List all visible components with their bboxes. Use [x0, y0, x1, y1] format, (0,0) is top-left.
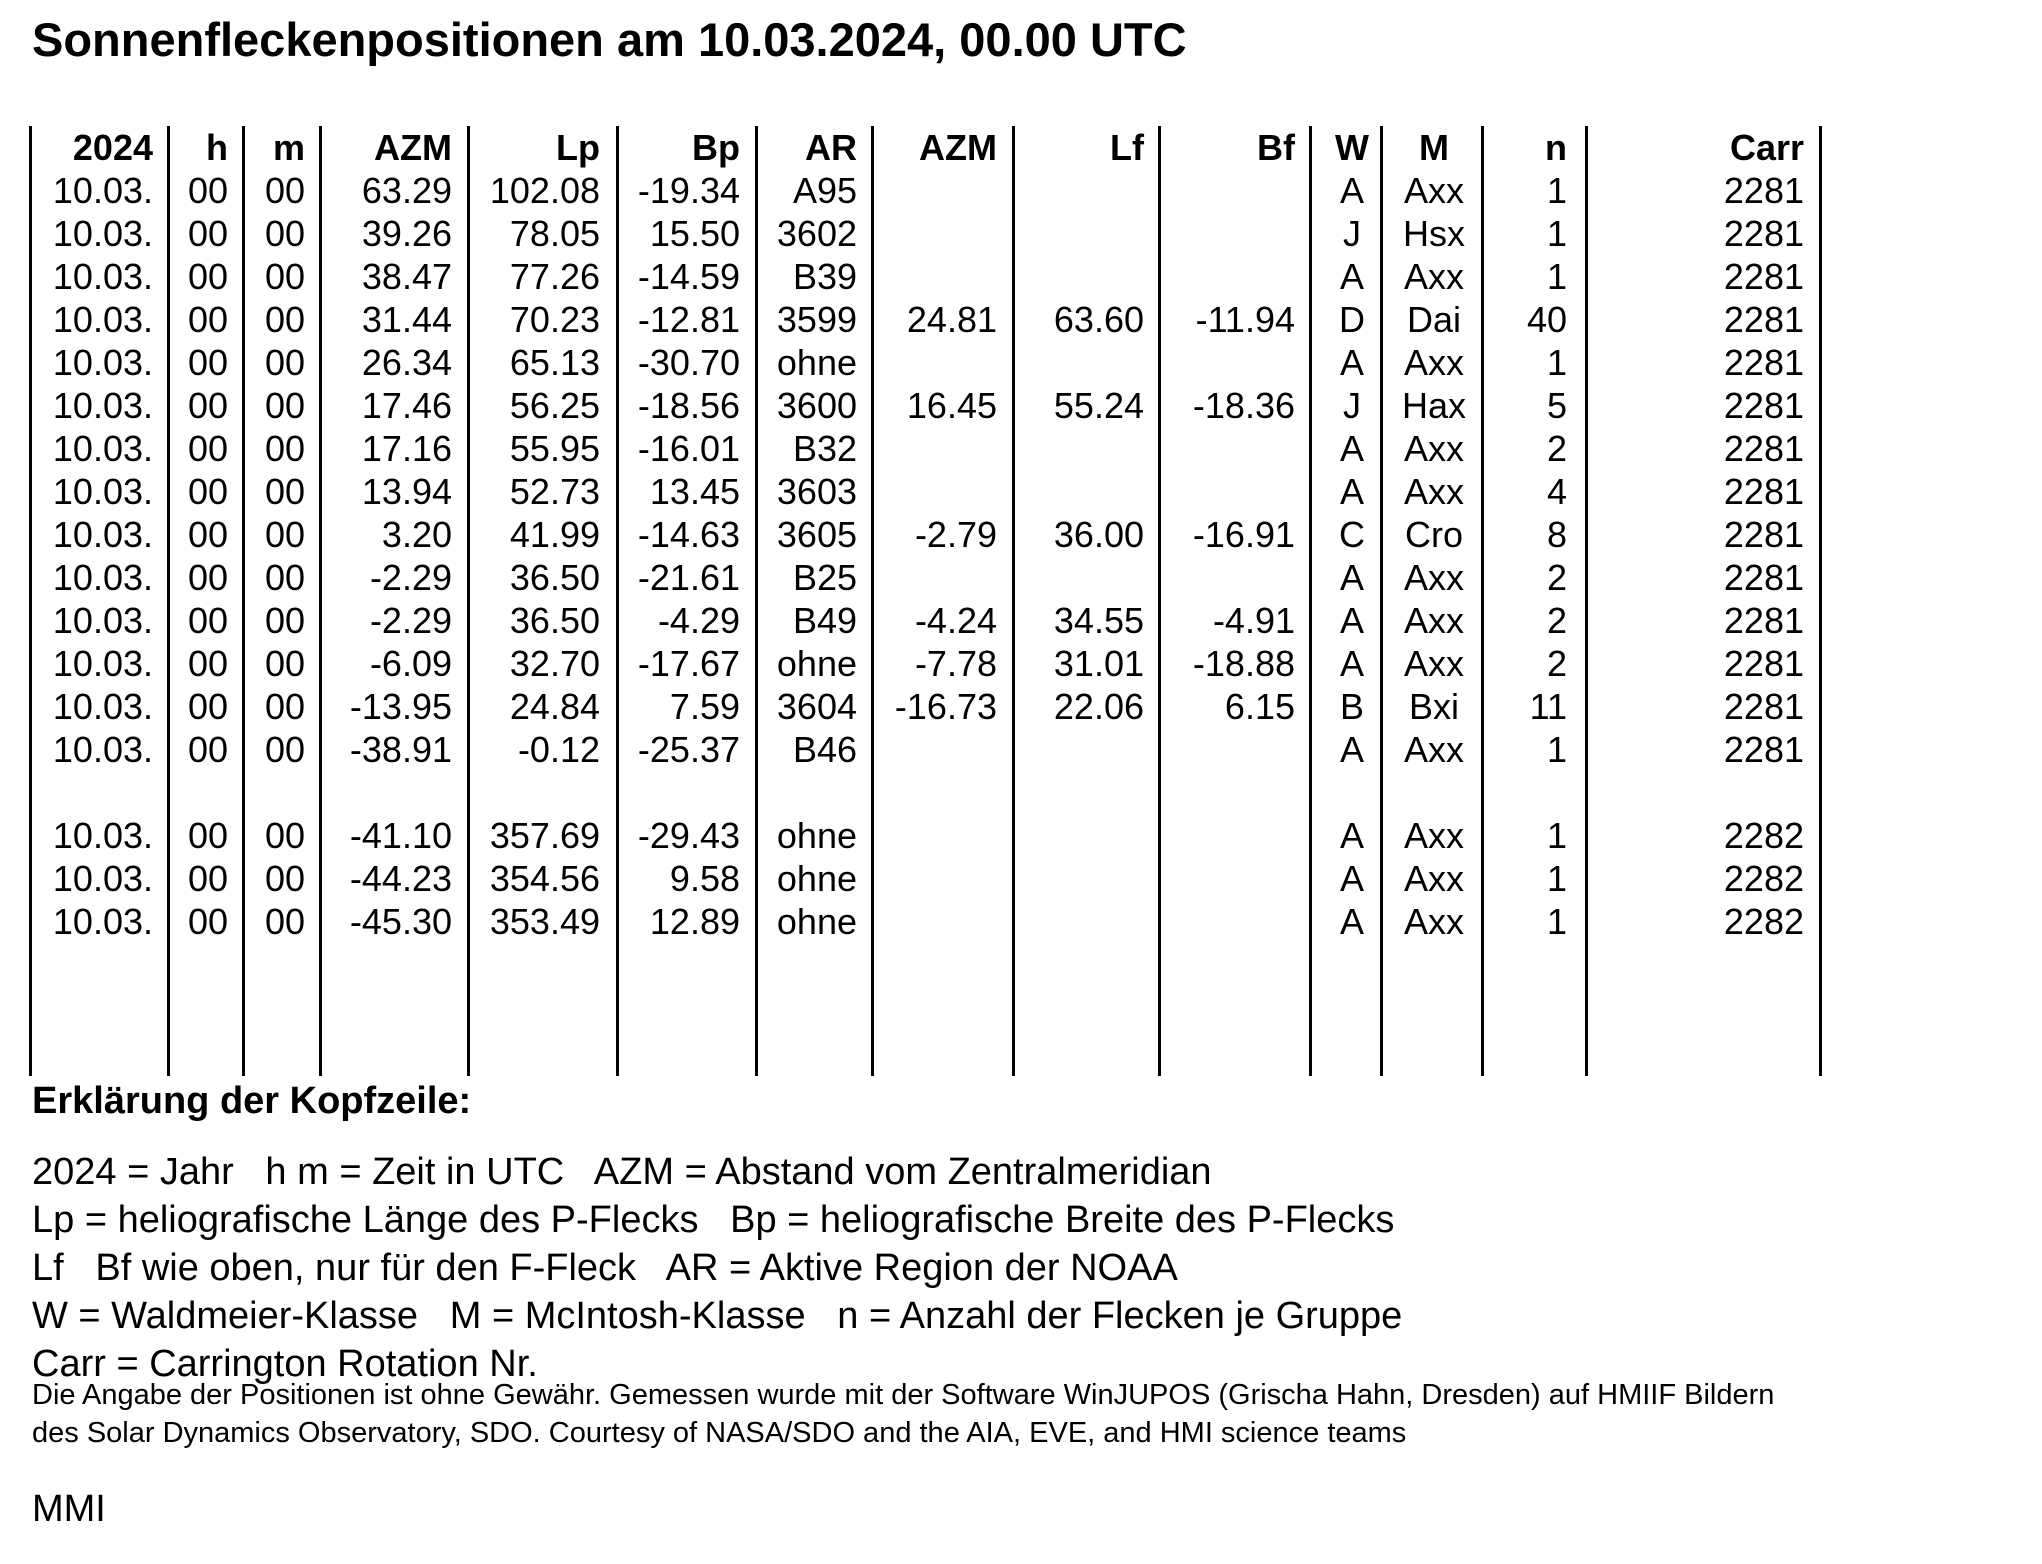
- table-cell-count: 2: [1546, 557, 1567, 598]
- table-cell-carrington: 2281: [1723, 643, 1804, 684]
- table-cell-count: 40: [1526, 299, 1567, 340]
- table-cell-count: 2: [1546, 643, 1567, 684]
- table-cell-ar: ohne: [776, 815, 857, 856]
- column-header-mcintosh: M: [1419, 127, 1449, 168]
- table-cell-minute: 00: [264, 557, 305, 598]
- table-cell-ar: A95: [792, 170, 857, 211]
- table-cell-carrington: 2281: [1723, 729, 1804, 770]
- table-cell-bp: -17.67: [637, 643, 740, 684]
- table-cell-ar: 3605: [776, 514, 857, 555]
- explanation-line: Carr = Carrington Rotation Nr.: [32, 1343, 538, 1385]
- explanation-line: Lp = heliografische Länge des P-Flecks Bp = heliografische Breite des P-Flecks: [32, 1199, 1395, 1241]
- table-cell-azm-p: -41.10: [349, 815, 452, 856]
- table-cell-lp: 36.50: [509, 557, 600, 598]
- table-cell-mcintosh: Cro: [1404, 514, 1463, 555]
- table-cell-bp: 7.59: [669, 686, 740, 727]
- table-cell-mcintosh: Axx: [1403, 815, 1464, 856]
- table-cell-carrington: 2281: [1723, 428, 1804, 469]
- column-header-azm-f: AZM: [919, 127, 997, 168]
- table-cell-lf: 31.01: [1053, 643, 1144, 684]
- table-cell-waldmeier: A: [1339, 428, 1364, 469]
- table-cell-bf: -18.88: [1192, 643, 1295, 684]
- table-cell-carrington: 2281: [1723, 557, 1804, 598]
- table-cell-ar: 3600: [776, 385, 857, 426]
- table-cell-date: 10.03.: [52, 342, 153, 383]
- table-cell-mcintosh: Dai: [1406, 299, 1462, 340]
- explanation-line: W = Waldmeier-Klasse M = McIntosh-Klasse n = Anzahl der Flecken je Gruppe: [32, 1295, 1403, 1337]
- table-cell-carrington: 2281: [1723, 514, 1804, 555]
- table-cell-count: 1: [1546, 342, 1567, 383]
- table-cell-waldmeier: B: [1339, 686, 1364, 727]
- table-cell-carrington: 2281: [1723, 213, 1804, 254]
- table-cell-azm-p: 3.20: [381, 514, 452, 555]
- table-cell-date: 10.03.: [52, 299, 153, 340]
- table-cell-count: 4: [1546, 471, 1567, 512]
- table-cell-lp: 357.69: [489, 815, 600, 856]
- table-cell-minute: 00: [264, 514, 305, 555]
- table-cell-waldmeier: A: [1339, 256, 1364, 297]
- table-cell-waldmeier: A: [1339, 342, 1364, 383]
- table-cell-azm-p: 13.94: [361, 471, 452, 512]
- table-cell-ar: ohne: [776, 342, 857, 383]
- table-cell-bp: 13.45: [649, 471, 740, 512]
- table-cell-carrington: 2281: [1723, 600, 1804, 641]
- table-cell-azm-p: 63.29: [361, 170, 452, 211]
- table-cell-lf: 55.24: [1053, 385, 1144, 426]
- table-cell-azm-f: -4.24: [914, 600, 997, 641]
- column-header-date: 2024: [72, 127, 153, 168]
- disclaimer: [32, 1376, 1774, 1452]
- table-cell-waldmeier: A: [1339, 600, 1364, 641]
- column-header-carrington: Carr: [1729, 127, 1804, 168]
- table-cell-hour: 00: [187, 901, 228, 942]
- table-cell-lp: 52.73: [509, 471, 600, 512]
- table-cell-date: 10.03.: [52, 170, 153, 211]
- table-cell-carrington: 2282: [1723, 858, 1804, 899]
- table-cell-minute: 00: [264, 729, 305, 770]
- table-cell-lp: -0.12: [517, 729, 600, 770]
- table-cell-ar: 3602: [776, 213, 857, 254]
- table-cell-azm-p: -38.91: [349, 729, 452, 770]
- table-cell-lp: 24.84: [509, 686, 600, 727]
- table-cell-lf: 34.55: [1053, 600, 1144, 641]
- table-cell-ar: 3603: [776, 471, 857, 512]
- table-cell-hour: 00: [187, 385, 228, 426]
- table-cell-waldmeier: A: [1339, 858, 1364, 899]
- table-cell-mcintosh: Axx: [1403, 428, 1464, 469]
- table-cell-count: 1: [1546, 901, 1567, 942]
- table-cell-ar: B49: [792, 600, 857, 641]
- table-cell-date: 10.03.: [52, 901, 153, 942]
- table-cell-date: 10.03.: [52, 686, 153, 727]
- table-cell-minute: 00: [264, 170, 305, 211]
- column-header-ar: AR: [805, 127, 857, 168]
- table-cell-date: 10.03.: [52, 514, 153, 555]
- table-cell-ar: 3599: [776, 299, 857, 340]
- table-cell-hour: 00: [187, 471, 228, 512]
- table-cell-hour: 00: [187, 256, 228, 297]
- table-cell-azm-p: 17.46: [361, 385, 452, 426]
- signature: MMI: [32, 1488, 106, 1530]
- table-cell-waldmeier: J: [1343, 213, 1361, 254]
- table-cell-waldmeier: A: [1339, 729, 1364, 770]
- column-divider: [1819, 126, 1822, 1076]
- table-cell-hour: 00: [187, 213, 228, 254]
- table-cell-waldmeier: A: [1339, 170, 1364, 211]
- table-cell-hour: 00: [187, 643, 228, 684]
- table-cell-lf: 63.60: [1053, 299, 1144, 340]
- table-cell-minute: 00: [264, 299, 305, 340]
- table-cell-count: 1: [1546, 170, 1567, 211]
- table-cell-bf: -18.36: [1192, 385, 1295, 426]
- column-header-azm-p: AZM: [374, 127, 452, 168]
- table-cell-waldmeier: A: [1339, 557, 1364, 598]
- table-cell-count: 1: [1546, 213, 1567, 254]
- table-cell-minute: 00: [264, 643, 305, 684]
- explanation-line: Lf Bf wie oben, nur für den F-Fleck AR = Aktive Region der NOAA: [32, 1247, 1178, 1289]
- explanation-lines: [32, 1148, 1402, 1388]
- table-cell-date: 10.03.: [52, 600, 153, 641]
- table-cell-date: 10.03.: [52, 428, 153, 469]
- table-cell-bp: 15.50: [649, 213, 740, 254]
- table-cell-bp: -21.61: [637, 557, 740, 598]
- table-cell-hour: 00: [187, 299, 228, 340]
- table-cell-carrington: 2281: [1723, 299, 1804, 340]
- table-cell-carrington: 2281: [1723, 686, 1804, 727]
- table-cell-lp: 354.56: [489, 858, 600, 899]
- table-cell-count: 5: [1546, 385, 1567, 426]
- table-cell-bp: -14.63: [637, 514, 740, 555]
- table-cell-azm-p: -2.29: [369, 557, 452, 598]
- column-header-hour: h: [206, 127, 228, 168]
- table-cell-minute: 00: [264, 385, 305, 426]
- table-cell-count: 1: [1546, 858, 1567, 899]
- table-cell-count: 2: [1546, 428, 1567, 469]
- table-cell-bp: -12.81: [637, 299, 740, 340]
- table-cell-minute: 00: [264, 342, 305, 383]
- table-cell-minute: 00: [264, 901, 305, 942]
- table-cell-ar: ohne: [776, 643, 857, 684]
- table-cell-ar: 3604: [776, 686, 857, 727]
- column-header-minute: m: [272, 127, 305, 168]
- table-cell-waldmeier: D: [1339, 299, 1365, 340]
- table-cell-mcintosh: Hsx: [1403, 213, 1465, 254]
- table-cell-azm-f: 16.45: [906, 385, 997, 426]
- table-cell-azm-f: -16.73: [894, 686, 997, 727]
- table-cell-bp: 12.89: [649, 901, 740, 942]
- table-cell-bp: 9.58: [669, 858, 740, 899]
- table-cell-hour: 00: [187, 729, 228, 770]
- table-cell-azm-p: -13.95: [349, 686, 452, 727]
- table-cell-bf: -4.91: [1212, 600, 1295, 641]
- table-cell-bf: -11.94: [1195, 299, 1295, 340]
- table-cell-azm-f: -2.79: [914, 514, 997, 555]
- table-cell-mcintosh: Bxi: [1408, 686, 1459, 727]
- table-cell-hour: 00: [187, 170, 228, 211]
- table-cell-lp: 56.25: [509, 385, 600, 426]
- explanation-line: 2024 = Jahr h m = Zeit in UTC AZM = Abstand vom Zentralmeridian: [32, 1151, 1212, 1193]
- explanation-title: Erklärung der Kopfzeile:: [32, 1080, 472, 1122]
- table-cell-lp: 36.50: [509, 600, 600, 641]
- table-cell-ar: B25: [792, 557, 857, 598]
- table-cell-date: 10.03.: [52, 385, 153, 426]
- table-cell-count: 1: [1546, 729, 1567, 770]
- table-cell-carrington: 2281: [1723, 342, 1804, 383]
- table-cell-mcintosh: Axx: [1403, 901, 1464, 942]
- table-cell-minute: 00: [264, 256, 305, 297]
- table-cell-carrington: 2282: [1723, 901, 1804, 942]
- table-cell-waldmeier: A: [1339, 815, 1364, 856]
- table-cell-lp: 102.08: [489, 170, 600, 211]
- table-cell-lp: 32.70: [509, 643, 600, 684]
- table-cell-azm-f: -7.78: [914, 643, 997, 684]
- table-cell-carrington: 2281: [1723, 170, 1804, 211]
- table-cell-lp: 55.95: [509, 428, 600, 469]
- table-cell-date: 10.03.: [52, 643, 153, 684]
- column-header-lf: Lf: [1110, 127, 1144, 168]
- table-cell-hour: 00: [187, 342, 228, 383]
- table-cell-minute: 00: [264, 686, 305, 727]
- table-cell-lp: 78.05: [509, 213, 600, 254]
- table-cell-date: 10.03.: [52, 815, 153, 856]
- table-cell-date: 10.03.: [52, 256, 153, 297]
- disclaimer-line: des Solar Dynamics Observatory, SDO. Courtesy of NASA/SDO and the AIA, EVE, and HMI science teams: [32, 1417, 1407, 1449]
- table-cell-count: 2: [1546, 600, 1567, 641]
- table-cell-bp: -30.70: [637, 342, 740, 383]
- table-cell-waldmeier: A: [1339, 901, 1364, 942]
- table-cell-minute: 00: [264, 428, 305, 469]
- column-header-count: n: [1545, 127, 1567, 168]
- table-cell-mcintosh: Hax: [1401, 385, 1467, 426]
- table-cell-azm-p: 26.34: [361, 342, 452, 383]
- table-cell-azm-p: 31.44: [361, 299, 452, 340]
- table-cell-waldmeier: C: [1339, 514, 1365, 555]
- table-cell-waldmeier: A: [1339, 471, 1364, 512]
- table-cell-carrington: 2281: [1723, 471, 1804, 512]
- table-cell-mcintosh: Axx: [1403, 600, 1464, 641]
- table-cell-date: 10.03.: [52, 557, 153, 598]
- table-cell-count: 1: [1546, 815, 1567, 856]
- table-cell-count: 11: [1529, 686, 1567, 727]
- table-cell-bp: -18.56: [637, 385, 740, 426]
- table-cell-lp: 353.49: [489, 901, 600, 942]
- column-header-lp: Lp: [556, 127, 600, 168]
- table-cell-azm-p: 17.16: [361, 428, 452, 469]
- table-cell-carrington: 2281: [1723, 385, 1804, 426]
- table-cell-date: 10.03.: [52, 471, 153, 512]
- table-cell-bp: -29.43: [637, 815, 740, 856]
- table-cell-azm-p: 39.26: [361, 213, 452, 254]
- column-header-bp: Bp: [692, 127, 740, 168]
- table-cell-azm-p: -6.09: [369, 643, 452, 684]
- page-title: Sonnenfleckenpositionen am 10.03.2024, 00.00 UTC: [32, 13, 1187, 66]
- table-cell-mcintosh: Axx: [1403, 729, 1464, 770]
- table-cell-hour: 00: [187, 815, 228, 856]
- column-header-bf: Bf: [1257, 127, 1295, 168]
- table-cell-hour: 00: [187, 686, 228, 727]
- table-cell-bp: -4.29: [657, 600, 740, 641]
- table-cell-azm-p: -45.30: [349, 901, 452, 942]
- table-cell-mcintosh: Axx: [1403, 256, 1464, 297]
- table-cell-lp: 65.13: [509, 342, 600, 383]
- table-cell-lp: 77.26: [509, 256, 600, 297]
- table-cell-mcintosh: Axx: [1403, 858, 1464, 899]
- table-cell-bf: -16.91: [1192, 514, 1295, 555]
- table-cell-minute: 00: [264, 213, 305, 254]
- table-cell-date: 10.03.: [52, 729, 153, 770]
- column-header-waldmeier: W: [1335, 127, 1369, 168]
- table-cell-carrington: 2281: [1723, 256, 1804, 297]
- table-cell-bp: -19.34: [637, 170, 740, 211]
- table-cell-mcintosh: Axx: [1403, 170, 1464, 211]
- table-cell-azm-p: -44.23: [349, 858, 452, 899]
- table-cell-date: 10.03.: [52, 858, 153, 899]
- table-cell-ar: ohne: [776, 858, 857, 899]
- table-cell-minute: 00: [264, 858, 305, 899]
- table-cell-mcintosh: Axx: [1403, 471, 1464, 512]
- table-cell-bp: -25.37: [637, 729, 740, 770]
- table-cell-count: 8: [1546, 514, 1567, 555]
- table-cell-waldmeier: J: [1343, 385, 1361, 426]
- table-cell-lp: 70.23: [509, 299, 600, 340]
- table-cell-minute: 00: [264, 600, 305, 641]
- table-cell-ar: B39: [792, 256, 857, 297]
- table-cell-bf: 6.15: [1224, 686, 1295, 727]
- table-cell-ar: ohne: [776, 901, 857, 942]
- table-cell-azm-p: 38.47: [361, 256, 452, 297]
- table-cell-count: 1: [1546, 256, 1567, 297]
- table-cell-lf: 36.00: [1053, 514, 1144, 555]
- table-cell-hour: 00: [187, 428, 228, 469]
- table-cell-bp: -14.59: [637, 256, 740, 297]
- table-cell-waldmeier: A: [1339, 643, 1364, 684]
- disclaimer-line: Die Angabe der Positionen ist ohne Gewähr. Gemessen wurde mit der Software WinJUPOS (Grischa Hahn, Dresden) auf HMIIF Bildern: [32, 1379, 1775, 1411]
- table-cell-azm-p: -2.29: [369, 600, 452, 641]
- table-cell-lp: 41.99: [509, 514, 600, 555]
- table-cell-minute: 00: [264, 471, 305, 512]
- table-cell-azm-f: 24.81: [906, 299, 997, 340]
- table-cell-hour: 00: [187, 557, 228, 598]
- table-cell-bp: -16.01: [637, 428, 740, 469]
- table-cell-hour: 00: [187, 858, 228, 899]
- table-cell-mcintosh: Axx: [1403, 342, 1464, 383]
- table-cell-carrington: 2282: [1723, 815, 1804, 856]
- table-cell-hour: 00: [187, 514, 228, 555]
- table-cell-hour: 00: [187, 600, 228, 641]
- table-cell-date: 10.03.: [52, 213, 153, 254]
- table-cell-mcintosh: Axx: [1403, 557, 1464, 598]
- table-cell-minute: 00: [264, 815, 305, 856]
- table-cell-lf: 22.06: [1053, 686, 1144, 727]
- table-cell-ar: B32: [792, 428, 857, 469]
- column-divider: [1585, 126, 1588, 1076]
- table-cell-ar: B46: [792, 729, 857, 770]
- table-cell-mcintosh: Axx: [1403, 643, 1464, 684]
